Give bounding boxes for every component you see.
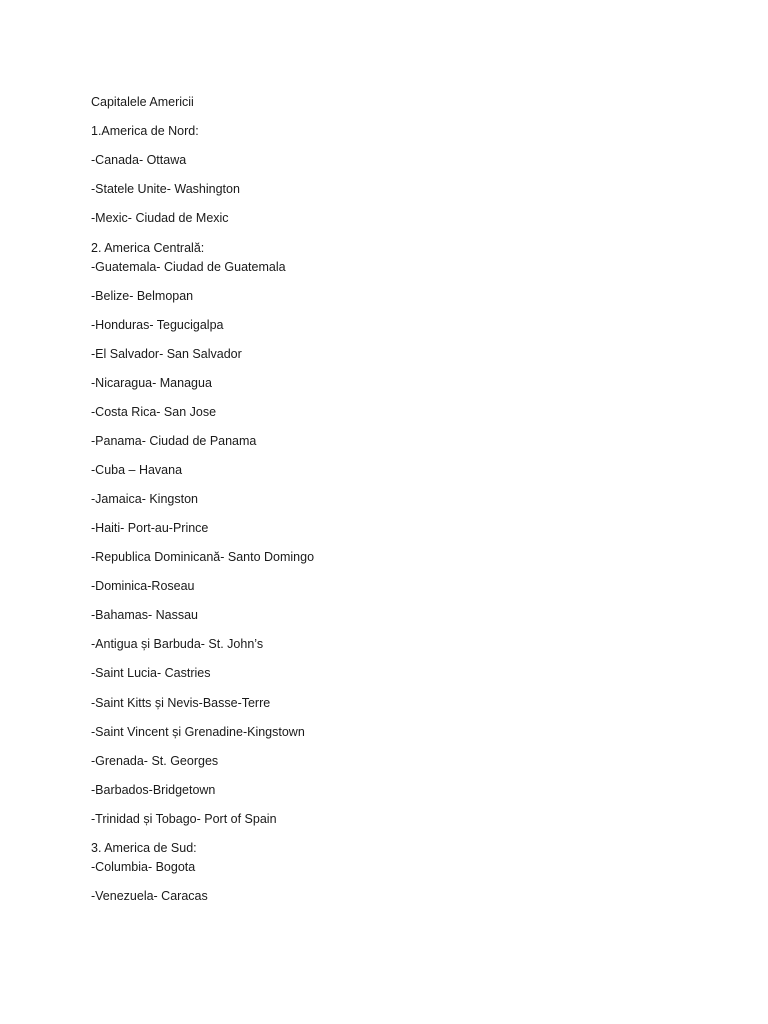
list-item: -Belize- Belmopan [91, 289, 194, 303]
section-heading-central-america: 2. America Centrală: [91, 241, 205, 255]
list-item: -Saint Lucia- Castries [91, 666, 211, 680]
list-item: -Antigua și Barbuda- St. John’s [91, 637, 264, 651]
list-item: -Dominica-Roseau [91, 579, 195, 593]
list-item: -Bahamas- Nassau [91, 608, 198, 622]
list-item: -Statele Unite- Washington [91, 182, 240, 196]
list-item: -Saint Kitts și Nevis-Basse-Terre [91, 696, 271, 710]
list-item: -Cuba – Havana [91, 463, 183, 477]
list-item: -Barbados-Bridgetown [91, 783, 216, 797]
list-item: -Venezuela- Caracas [91, 889, 208, 903]
list-item: -Grenada- St. Georges [91, 754, 219, 768]
list-item: -Jamaica- Kingston [91, 492, 198, 506]
list-item: -Nicaragua- Managua [91, 376, 212, 390]
list-item: -Mexic- Ciudad de Mexic [91, 211, 229, 225]
section-heading-north-america: 1.America de Nord: [91, 124, 199, 138]
document-title: Capitalele Americii [91, 95, 194, 109]
list-item: -Canada- Ottawa [91, 153, 187, 167]
list-item: -Guatemala- Ciudad de Guatemala [91, 260, 286, 274]
list-item: -Honduras- Tegucigalpa [91, 318, 224, 332]
list-item: -Haiti- Port-au-Prince [91, 521, 209, 535]
section-heading-south-america: 3. America de Sud: [91, 841, 197, 855]
list-item: -Trinidad și Tobago- Port of Spain [91, 812, 277, 826]
list-item: -Columbia- Bogota [91, 860, 196, 874]
list-item: -Republica Dominicană- Santo Domingo [91, 550, 315, 564]
list-item: -Saint Vincent și Grenadine-Kingstown [91, 725, 305, 739]
list-item: -El Salvador- San Salvador [91, 347, 242, 361]
list-item: -Costa Rica- San Jose [91, 405, 217, 419]
list-item: -Panama- Ciudad de Panama [91, 434, 257, 448]
